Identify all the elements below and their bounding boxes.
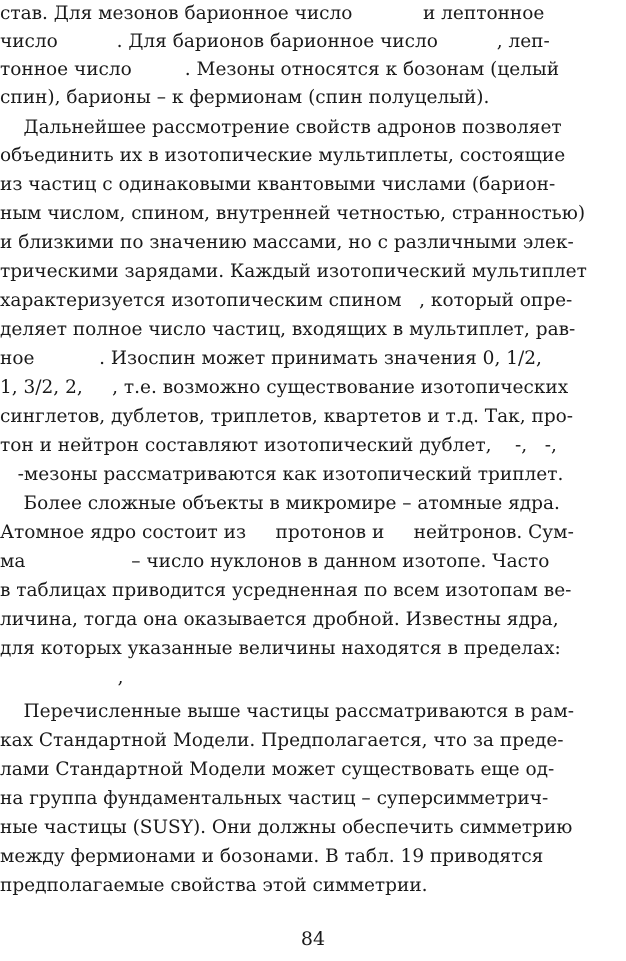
text-line: синглетов, дублетов, триплетов, квартетов и т.д. Так, про- [0,406,574,427]
page-number: 84 [300,928,326,950]
text-line: личина, тогда она оказывается дробной. Известны ядра, [0,609,559,630]
text-line: трическими зарядами. Каждый изотопический мультиплет [0,261,587,282]
text-line: ное . Изоспин может принимать значения 0, 1/2, [0,348,542,369]
text-line: лами Стандартной Модели может существовать еще од- [0,759,555,780]
text-line: ках Стандартной Модели. Предполагается, что за преде- [0,730,564,751]
text-line: между фермионами и бозонами. В табл. 19 приводятся [0,846,544,867]
text-line: Дальнейшее рассмотрение свойств адронов позволяет [0,117,562,138]
text-line: характеризуется изотопическим спином , который опре- [0,290,573,311]
text-line: на группа фундаментальных частиц – суперсимметрич- [0,788,549,809]
text-line: для которых указанные величины находятся в пределах: [0,638,561,659]
text-line: тон и нейтрон составляют изотопический дублет, -, -, [0,435,557,456]
text-line: Более сложные объекты в микромире – атомные ядра. [0,493,560,514]
text-line: тонное число . Мезоны относятся к бозонам (целый [0,59,560,80]
text-line: -мезоны рассматриваются как изотопический триплет. [0,464,564,485]
text-line: ма – число нуклонов в данном изотопе. Часто [0,551,550,572]
text-line: из частиц с одинаковыми квантовыми числами (барион- [0,174,556,195]
text-line: став. Для мезонов барионное число и лептонное [0,3,545,24]
text-line: ные частицы (SUSY). Они должны обеспечить симметрию [0,817,573,838]
text-line: ным числом, спином, внутренней четностью, странностью) [0,203,586,224]
text-line: деляет полное число частиц, входящих в мультиплет, рав- [0,319,576,340]
text-line: , [0,667,124,688]
text-line: предполагаемые свойства этой симметрии. [0,875,428,896]
text-line: Перечисленные выше частицы рассматриваются в рам- [0,701,575,722]
text-line: объединить их в изотопические мультиплеты, состоящие [0,145,566,166]
text-line: 1, 3/2, 2, , т.е. возможно существование изотопических [0,377,569,398]
text-line: в таблицах приводится усредненная по всем изотопам ве- [0,580,572,601]
text-line: спин), барионы – к фермионам (спин полуцелый). [0,87,490,108]
text-line: и близкими по значению массами, но с различными элек- [0,232,574,253]
text-line: число . Для барионов барионное число , леп- [0,31,550,52]
text-line: Атомное ядро состоит из протонов и нейтронов. Сум- [0,522,574,543]
